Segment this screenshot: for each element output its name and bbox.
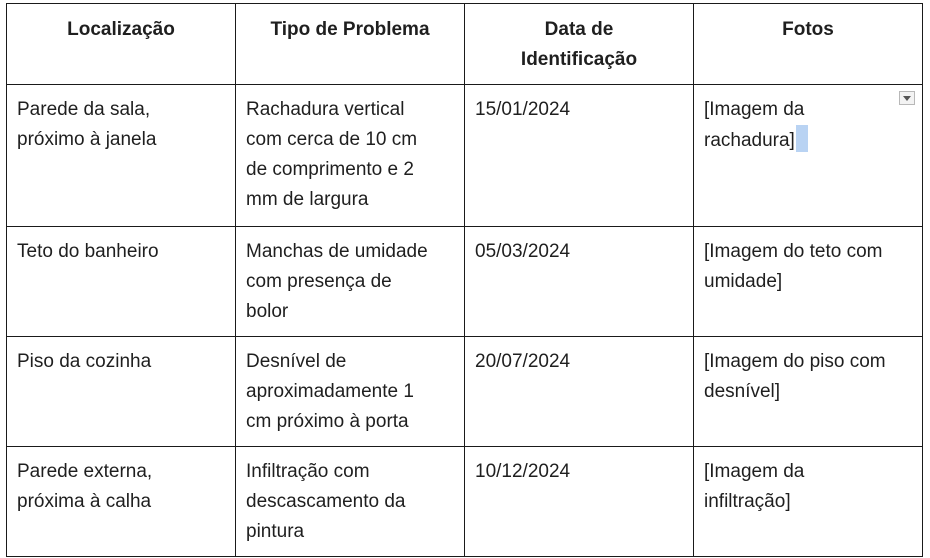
chevron-down-icon[interactable]	[899, 91, 915, 105]
cell-text: próximo à janela	[17, 129, 157, 150]
cell-text: próxima à calha	[17, 491, 152, 512]
header-tipo[interactable]: Tipo de Problema	[236, 4, 465, 85]
cell-tipo[interactable]	[236, 227, 465, 337]
cell-text: Manchas de umidade	[246, 241, 428, 262]
cell-data[interactable]	[465, 85, 694, 227]
cell-data[interactable]	[465, 337, 694, 447]
cell-tipo[interactable]	[236, 85, 465, 227]
cell-text: 10/12/2024	[475, 461, 571, 482]
cell-text: aproximadamente 1	[246, 381, 414, 402]
cell-text: 20/07/2024	[475, 351, 571, 372]
table-row	[7, 337, 923, 447]
table-row	[7, 85, 923, 227]
cell-text: com cerca de 10 cm	[246, 129, 418, 150]
cell-text: Infiltração com	[246, 461, 370, 482]
cell-text: infiltração]	[704, 491, 791, 512]
header-localizacao[interactable]: Localização	[7, 4, 236, 85]
cell-tipo[interactable]	[236, 447, 465, 557]
cell-text: [Imagem da	[704, 99, 805, 120]
cell-text: Parede da sala,	[17, 99, 151, 120]
header-data-line1: Data de	[544, 19, 614, 40]
cell-text: [Imagem do teto com	[704, 241, 883, 262]
cell-text: 05/03/2024	[475, 241, 571, 262]
cell-text: desnível]	[704, 381, 781, 402]
cell-text: [Imagem do piso com	[704, 351, 886, 372]
cell-text: mm de largura	[246, 189, 369, 210]
problems-table	[6, 3, 923, 557]
cell-text: cm próximo à porta	[246, 411, 409, 432]
cell-localizacao[interactable]	[7, 447, 236, 557]
table-row	[7, 447, 923, 557]
cell-data[interactable]	[465, 227, 694, 337]
cell-text: Parede externa,	[17, 461, 153, 482]
cell-text: com presença de	[246, 271, 392, 292]
cell-fotos[interactable]	[694, 85, 923, 227]
cell-tipo[interactable]	[236, 337, 465, 447]
cell-localizacao[interactable]	[7, 85, 236, 227]
cell-text: 15/01/2024	[475, 99, 571, 120]
cell-data[interactable]	[465, 447, 694, 557]
cell-text: bolor	[246, 301, 289, 322]
header-data[interactable]	[465, 4, 694, 85]
cell-text: descascamento da	[246, 491, 406, 512]
cell-text: Teto do banheiro	[17, 241, 159, 262]
cell-text: Desnível de	[246, 351, 347, 372]
cell-text: pintura	[246, 521, 305, 542]
cell-fotos[interactable]	[694, 337, 923, 447]
cell-localizacao[interactable]	[7, 227, 236, 337]
cell-text: [Imagem da	[704, 461, 805, 482]
cell-text: umidade]	[704, 271, 783, 292]
cell-text: Rachadura vertical	[246, 99, 405, 120]
cell-localizacao[interactable]	[7, 337, 236, 447]
header-data-line2: Identificação	[520, 49, 638, 70]
cell-fotos[interactable]	[694, 447, 923, 557]
header-fotos[interactable]: Fotos	[694, 4, 923, 85]
cell-text: de comprimento e 2	[246, 159, 414, 180]
text-selection-highlight	[796, 125, 808, 152]
table-row	[7, 227, 923, 337]
cell-fotos[interactable]	[694, 227, 923, 337]
header-row	[7, 4, 923, 85]
cell-text: Piso da cozinha	[17, 351, 152, 372]
cell-text: rachadura]	[704, 130, 795, 151]
